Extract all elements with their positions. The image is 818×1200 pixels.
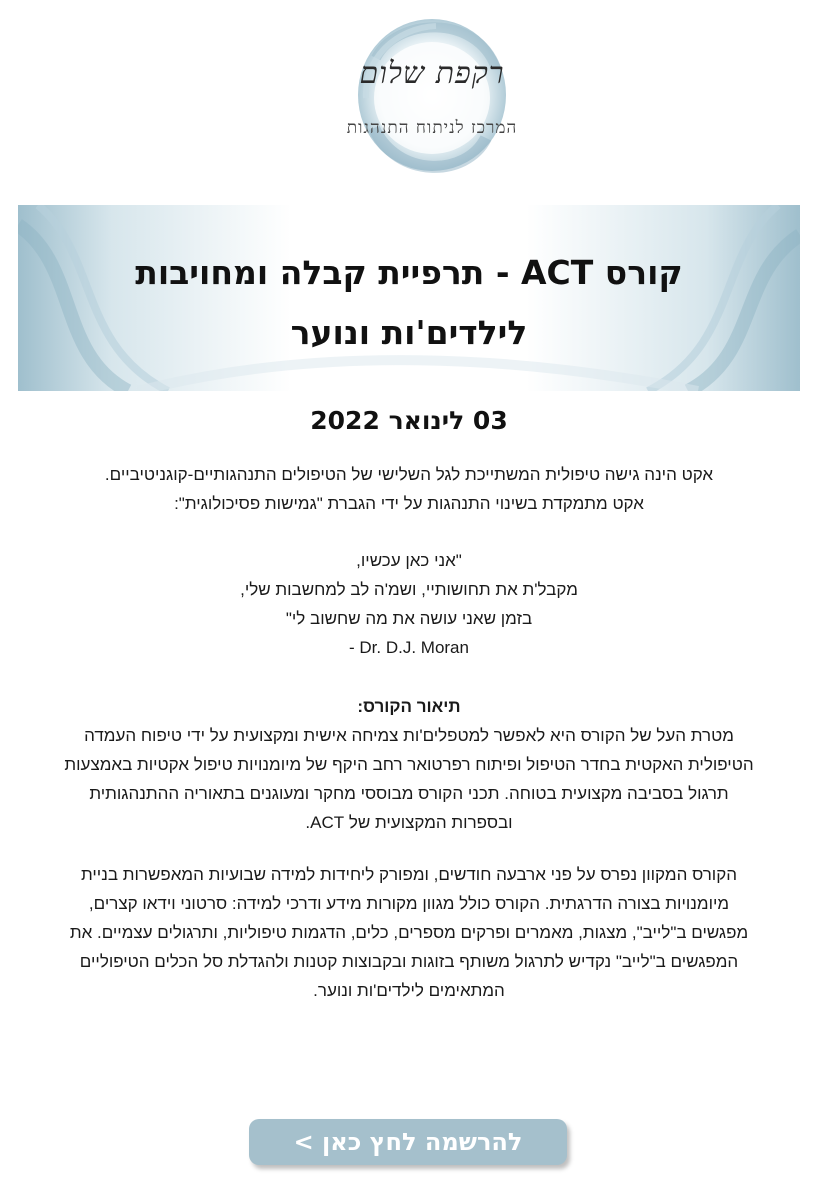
intro-line: אקט הינה גישה טיפולית המשתייכת לגל השלישי של הטיפולים התנהגותיים-קוגניטיביים. xyxy=(104,465,714,484)
quote-line: מקבל'ת את תחושותיי, ושמ'ה לב למחשבות שלי, xyxy=(240,580,578,599)
structure-line: המפגשים ב"לייב" נקדיש לתרגול משותף בזוגות ובקבוצות קטנות ולהגדלת סל הכלים הטיפוליים xyxy=(79,952,739,971)
quote-line: "אני כאן עכשיו, xyxy=(356,551,462,570)
logo-script-name: רקפת שלום xyxy=(359,56,505,91)
description-line: תרגול בסביבה מקצועית בטוחה. תכני הקורס מבוססי מחקר ומעוגנים בתאוריה ההתנהגותית xyxy=(89,784,729,803)
structure-line: המתאימים לילדים'ות ונוער. xyxy=(313,981,505,1000)
description-line: ובספרות המקצועית של ACT. xyxy=(305,813,513,832)
quote-line: בזמן שאני עושה את מה שחשוב לי" xyxy=(285,609,533,628)
title-banner xyxy=(18,205,800,391)
structure-line: הקורס המקוון נפרס על פני ארבעה חודשים, ומפורק ליחידות למידה שבועיות המאפשרות בניית xyxy=(80,865,738,884)
course-description xyxy=(40,692,778,837)
intro-paragraph xyxy=(40,460,778,518)
register-button[interactable] xyxy=(249,1119,567,1165)
description-heading: תיאור הקורס: xyxy=(357,697,461,716)
structure-line: מיומנויות בצורה הדרגתית. הקורס כולל מגוון מקורות מידע ודרכי למידה: סרטוני וידאו קצרים, xyxy=(88,894,730,913)
watercolor-circle-logo-icon xyxy=(356,18,508,173)
intro-line: אקט מתמקדת בשינוי התנהגות על ידי הגברת "גמישות פסיכולוגית": xyxy=(174,494,644,513)
logo-subtitle: המרכז לניתוח התנהגות xyxy=(346,118,518,138)
structure-line: מפגשים ב"לייב", מצגות, מאמרים ופרקים מספרים, כלים, הדגמות טיפוליות, ותרגולים עצמיים. את xyxy=(69,923,749,942)
register-button-label: להרשמה לחץ כאן > xyxy=(293,1128,523,1156)
quote-attribution: Dr. D.J. Moran - xyxy=(349,638,469,657)
page-title xyxy=(18,243,800,363)
description-line: הטיפולית האקטית בחדר הטיפול ופיתוח רפרטואר רחב היקף של מיומנויות טיפול אקטיות באמצעות xyxy=(64,755,754,774)
course-date: 03 לינואר 2022 xyxy=(310,406,508,435)
title-line-1: קורס ACT - תרפיית קבלה ומחויבות xyxy=(135,253,683,292)
description-line: מטרת העל של הקורס היא לאפשר למטפלים'ות צמיחה אישית ומקצועית על ידי טיפוח העמדה xyxy=(84,726,734,745)
brand-logo xyxy=(346,18,518,173)
course-structure xyxy=(40,860,778,1005)
quote-block xyxy=(40,546,778,662)
title-line-2: לילדים'ות ונוער xyxy=(290,313,528,352)
